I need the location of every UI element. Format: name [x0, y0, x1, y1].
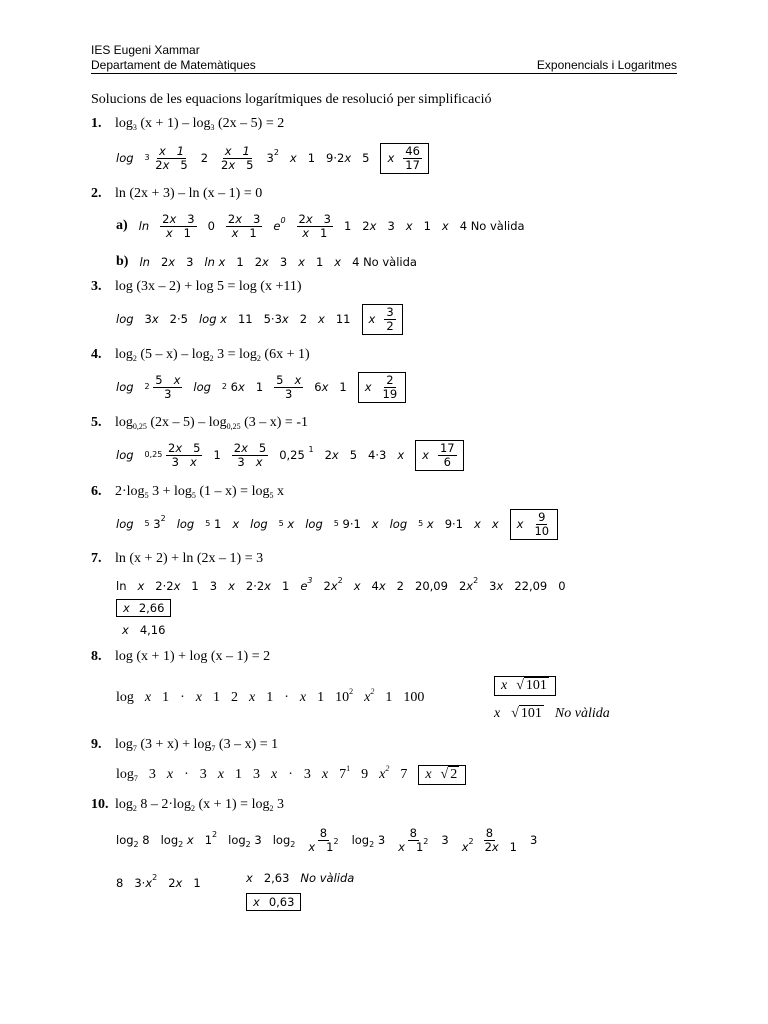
page-header [91, 43, 677, 73]
problem-3 [91, 279, 301, 295]
solution-10b: 8 $3\cdot x^2$ 2x 1 [116, 873, 201, 890]
solution-8a: log x 1 · x 1 2 x 1 · x 1 $10^2$ $x^2$ 1 100 [116, 687, 425, 705]
solution-10c: x 2,63 No vàlida [246, 871, 355, 885]
problem-statement: log (x + 1) + log (x – 1) = 2 [115, 649, 271, 664]
problem-4 [91, 347, 310, 363]
problem-number: 6. [91, 484, 102, 499]
problem-statement: $\log_2 (5 - x) - \log_2 3 = \log_2 (6x + 1)$ [115, 347, 310, 363]
problem-number: 9. [91, 737, 102, 752]
solution-9: $\log_7$ 3 x · 3 x 1 3 x · 3 x $7^1$ 9 $x^2$ 7 x √ 2 [116, 755, 477, 795]
subject-name: Exponencials i Logaritmes [536, 58, 677, 72]
solution-8-answer: x √ 101 [494, 668, 567, 704]
problem-statement: $\log_3 (x + 1) - \log_3 (2x - 5) = 2$ [115, 116, 285, 132]
solution-1: log 3 x 1 2x 5 2 x 1 2x 5 $3^2$ x 1 9·2x 5 x 46 17 [116, 138, 440, 178]
problem-10 [91, 797, 284, 813]
problem-6 [91, 484, 284, 500]
solution-4: log 2 5 x 3 log 2 6x 1 5 x 3 6x 1 x 2 19 [116, 367, 417, 407]
problem-5 [91, 415, 308, 431]
problem-statement: $2\cdot\log_5$ $3 + \log_5 (1 - x) = \log_5 x$ [115, 484, 284, 500]
problem-statement: $\log_2 8 - 2\cdot\log_2$ $(x + 1) = \log_2 3$ [115, 797, 284, 813]
document-title: Solucions de les equacions logarítmiques de resolució per simplificació [91, 92, 492, 107]
solution-7a: ln x 2·2x 1 3 x 2·2x 1 $e^3$ $2x^2$ x 4x 2 20,09 $2x^2$ 3x 22,09 0 [116, 576, 566, 593]
problem-number: 3. [91, 279, 102, 294]
solution-3: log 3x 2·5 log x 11 5·3x 2 x 11 x 3 2 [116, 299, 414, 339]
department-name: Departament de Matemàtiques [91, 58, 256, 72]
problem-9 [91, 737, 278, 753]
problem-1 [91, 116, 284, 132]
problem-number: 4. [91, 347, 102, 362]
solution-7c: x 4,16 [122, 623, 166, 637]
solution-8-invalid: x √ 101 No vàlida [494, 706, 610, 721]
problem-number: 1. [91, 116, 102, 131]
solution-10-answer: x 0,63 [246, 884, 312, 920]
problem-statement: $\log_7 (3 + x) + \log_7 (3 - x) = 1$ [115, 737, 279, 753]
problem-statement: $\log_{0,25} (2x - 5) - \log_{0,25} (3 - x) = -1$ [115, 415, 308, 431]
problem-statement: log (3x – 2) + log 5 = log (x +11) [115, 279, 302, 294]
solution-6: log 5 $3^2$ log 5 1 x log 5 x log 5 9·1 x log 5 x 9·1 x x x 9 10 [116, 504, 569, 544]
problem-8 [91, 649, 270, 665]
problem-7 [91, 551, 263, 567]
problem-2 [91, 186, 262, 202]
solution-5: log 0,25 2x 5 3 x 1 2x 5 3 x 0,25 $^1$ 2x 5 4·3 x x 17 6 [116, 435, 475, 475]
problem-number: 10. [91, 797, 109, 812]
school-name: IES Eugeni Xammar [91, 43, 200, 57]
problem-statement: ln (x + 2) + ln (2x – 1) = 3 [115, 551, 264, 566]
problem-number: 5. [91, 415, 102, 430]
problem-statement: ln (2x + 3) – ln (x – 1) = 0 [115, 186, 263, 201]
solution-2b: b) ln 2x 3 ln x 1 2x 3 x 1 x 4 No vàlida [116, 254, 417, 269]
solution-7b: x 2,66 [116, 590, 182, 626]
problem-number: 7. [91, 551, 102, 566]
solution-10a: $\log_2 8$ $\log_2 x$ $1^2$ $\log_2 3$ $\log_2$ 8 x $1^2$ $\log_2 3$ 8 x $1^2$ 3 8 $x^2$ 2x 1 3 [116, 825, 538, 854]
header-divider [91, 73, 677, 74]
problem-number: 8. [91, 649, 102, 664]
solution-2a: a) ln 2x 3 x 1 0 2x 3 x 1 $e^0$ 2x 3 x 1 1 2x 3 x 1 x 4 No vàlida [116, 211, 525, 240]
problem-number: 2. [91, 186, 102, 201]
